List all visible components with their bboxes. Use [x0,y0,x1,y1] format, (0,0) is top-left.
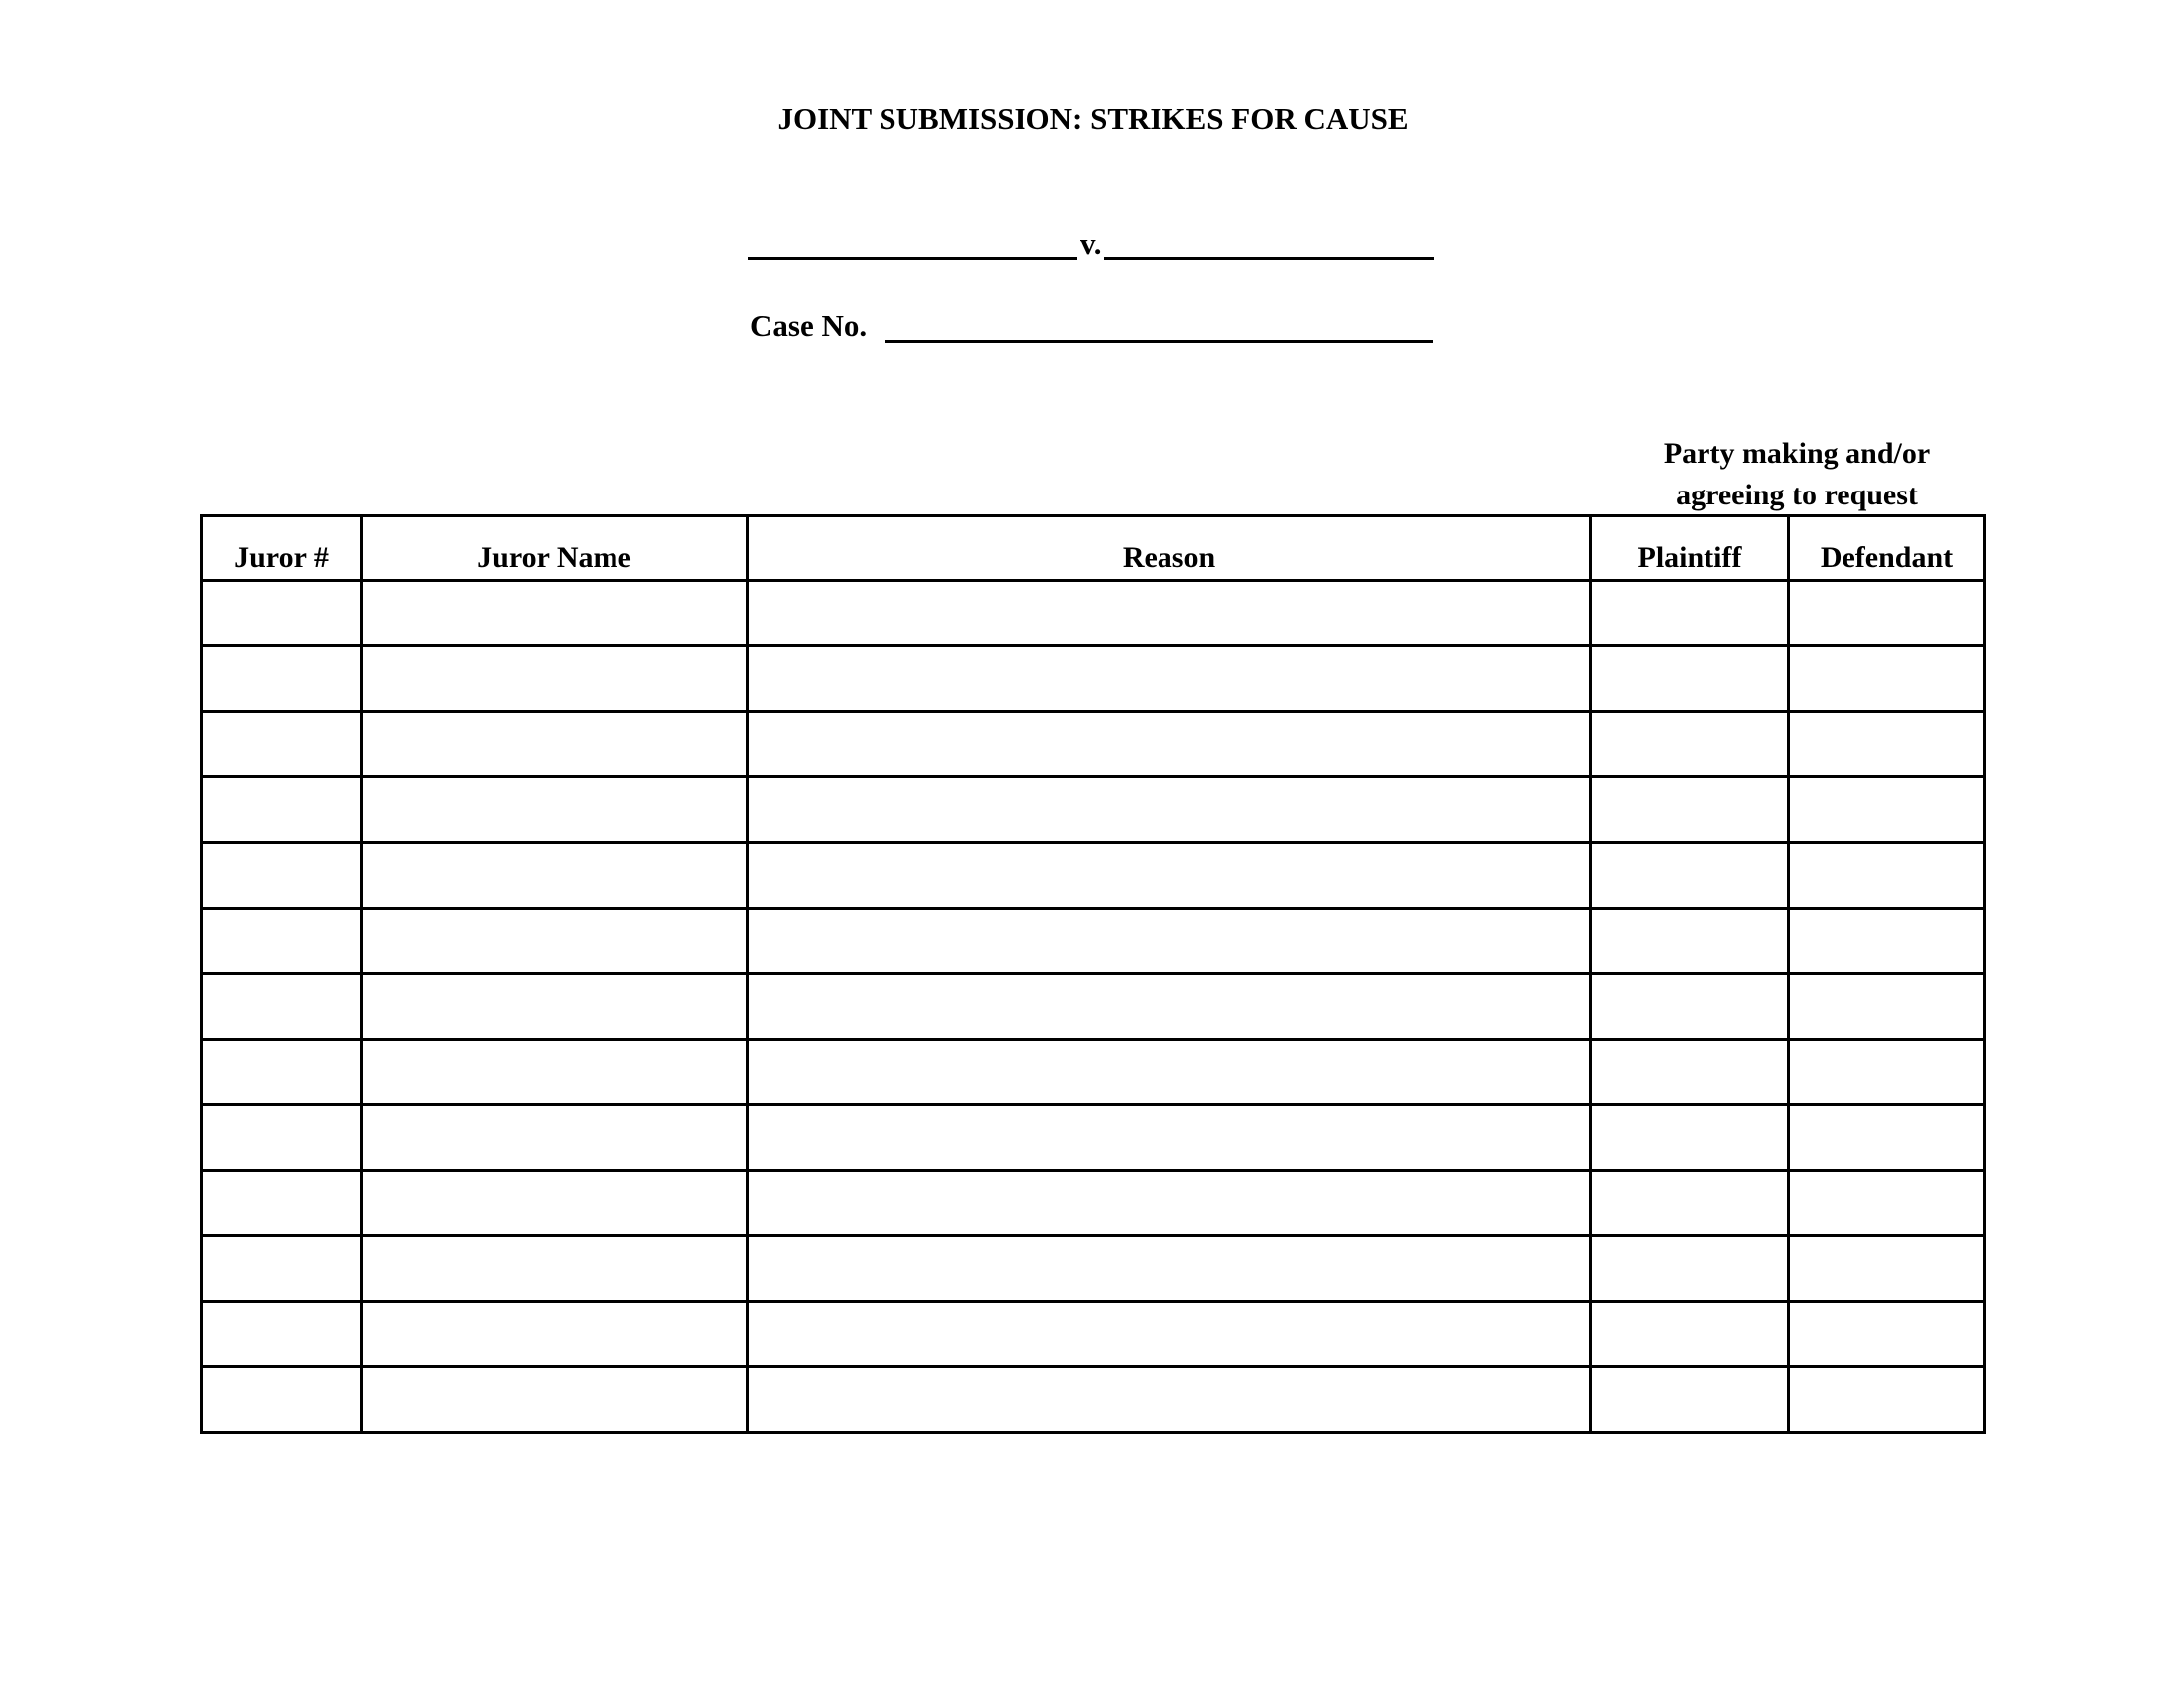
juror-name-cell[interactable] [362,777,748,843]
defendant-cell[interactable] [1789,712,1985,777]
reason-cell[interactable] [748,777,1591,843]
defendant-cell[interactable] [1789,1302,1985,1367]
table-row [202,909,1985,974]
plaintiff-cell[interactable] [1591,712,1789,777]
plaintiff-cell[interactable] [1591,777,1789,843]
strikes-table [200,514,1986,1434]
juror-number-cell[interactable] [202,1236,362,1302]
juror-number-cell[interactable] [202,909,362,974]
juror-name-cell[interactable] [362,1171,748,1236]
defendant-cell[interactable] [1789,646,1985,712]
defendant-cell[interactable] [1789,1367,1985,1433]
defendant-cell[interactable] [1789,974,1985,1040]
party-header [1598,433,1995,516]
juror-name-cell[interactable] [362,1367,748,1433]
table-row [202,1105,1985,1171]
plaintiff-cell[interactable] [1591,1040,1789,1105]
table-row [202,646,1985,712]
reason-cell[interactable] [748,974,1591,1040]
plaintiff-cell[interactable] [1591,1171,1789,1236]
juror-name-cell[interactable] [362,646,748,712]
table-row [202,712,1985,777]
juror-name-cell[interactable] [362,1236,748,1302]
juror-number-cell[interactable] [202,974,362,1040]
plaintiff-cell[interactable] [1591,1367,1789,1433]
col-reason: Reason [748,516,1591,581]
juror-name-cell[interactable] [362,843,748,909]
versus-label: v. [1080,226,1102,261]
juror-name-cell[interactable] [362,1105,748,1171]
col-defendant: Defendant [1789,516,1985,581]
case-no-field[interactable] [885,340,1433,343]
plaintiff-cell[interactable] [1591,646,1789,712]
table-row [202,777,1985,843]
juror-number-cell[interactable] [202,777,362,843]
reason-cell[interactable] [748,843,1591,909]
plaintiff-cell[interactable] [1591,1105,1789,1171]
col-juror-name: Juror Name [362,516,748,581]
juror-number-cell[interactable] [202,712,362,777]
table-row [202,1302,1985,1367]
juror-number-cell[interactable] [202,1171,362,1236]
defendant-cell[interactable] [1789,843,1985,909]
reason-cell[interactable] [748,1236,1591,1302]
juror-name-cell[interactable] [362,1302,748,1367]
juror-name-cell[interactable] [362,581,748,646]
reason-cell[interactable] [748,712,1591,777]
reason-cell[interactable] [748,1302,1591,1367]
table-row [202,1040,1985,1105]
juror-number-cell[interactable] [202,646,362,712]
juror-number-cell[interactable] [202,1367,362,1433]
table-row [202,581,1985,646]
plaintiff-cell[interactable] [1591,1236,1789,1302]
plaintiff-name-field[interactable] [748,257,1077,260]
plaintiff-cell[interactable] [1591,909,1789,974]
defendant-cell[interactable] [1789,777,1985,843]
col-juror-number: Juror # [202,516,362,581]
juror-name-cell[interactable] [362,974,748,1040]
defendant-cell[interactable] [1789,1040,1985,1105]
reason-cell[interactable] [748,1105,1591,1171]
defendant-cell[interactable] [1789,1171,1985,1236]
party-header-line1: Party making and/or [1663,437,1931,470]
juror-number-cell[interactable] [202,1105,362,1171]
table-row [202,1367,1985,1433]
juror-number-cell[interactable] [202,843,362,909]
defendant-cell[interactable] [1789,1236,1985,1302]
juror-name-cell[interactable] [362,909,748,974]
defendant-cell[interactable] [1789,581,1985,646]
juror-number-cell[interactable] [202,581,362,646]
reason-cell[interactable] [748,1171,1591,1236]
case-no-label: Case No. [751,308,868,343]
plaintiff-cell[interactable] [1591,1302,1789,1367]
table-row [202,843,1985,909]
reason-cell[interactable] [748,646,1591,712]
page-title: JOINT SUBMISSION: STRIKES FOR CAUSE [777,101,1409,136]
reason-cell[interactable] [748,1367,1591,1433]
defendant-cell[interactable] [1789,1105,1985,1171]
juror-number-cell[interactable] [202,1302,362,1367]
table-row [202,1236,1985,1302]
defendant-cell[interactable] [1789,909,1985,974]
juror-name-cell[interactable] [362,712,748,777]
col-plaintiff: Plaintiff [1591,516,1789,581]
table-row [202,974,1985,1040]
party-header-line2: agreeing to request [1676,479,1918,511]
table-row [202,1171,1985,1236]
reason-cell[interactable] [748,909,1591,974]
juror-number-cell[interactable] [202,1040,362,1105]
juror-name-cell[interactable] [362,1040,748,1105]
reason-cell[interactable] [748,581,1591,646]
reason-cell[interactable] [748,1040,1591,1105]
plaintiff-cell[interactable] [1591,974,1789,1040]
plaintiff-cell[interactable] [1591,581,1789,646]
plaintiff-cell[interactable] [1591,843,1789,909]
defendant-name-field[interactable] [1104,257,1434,260]
table-header-row [202,516,1985,581]
